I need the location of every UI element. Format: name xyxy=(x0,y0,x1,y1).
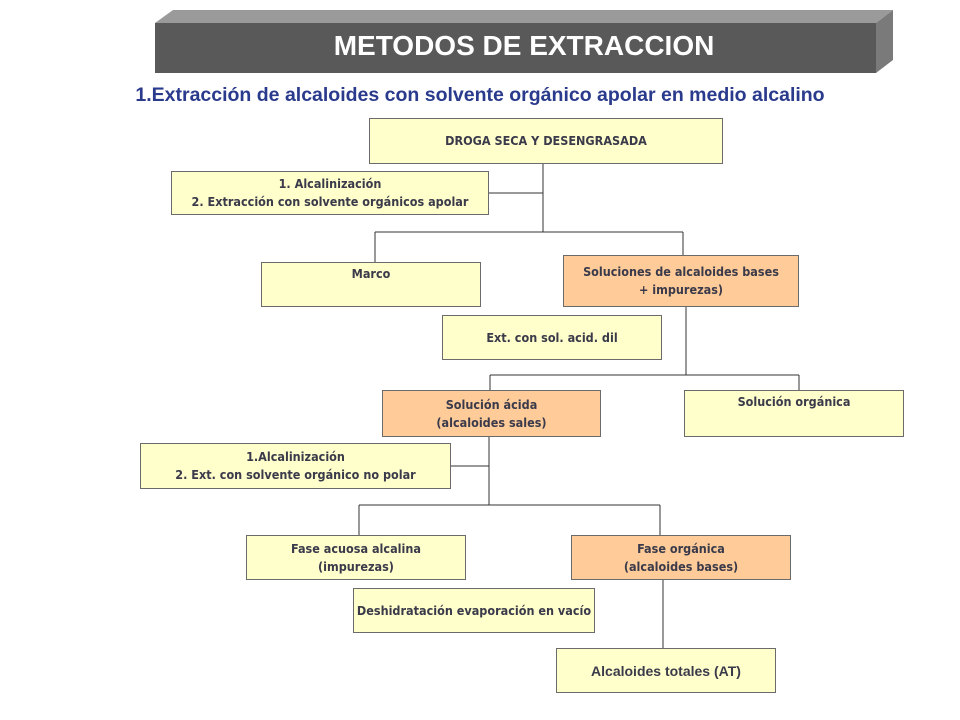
node-soluciones xyxy=(563,255,799,307)
node-fase-organica xyxy=(571,535,791,580)
node-alcaloides-totales-label: Alcaloides totales (AT) xyxy=(591,662,741,679)
node-solucion-acida-line1: Solución ácida xyxy=(445,396,538,412)
subtitle: 1.Extracción de alcaloides con solvente orgánico apolar en medio alcalino xyxy=(135,84,825,106)
node-solucion-organica-label: Solución orgánica xyxy=(737,394,851,409)
node-paso2 xyxy=(140,443,451,489)
node-marco xyxy=(261,262,481,307)
page-title: METODOS DE EXTRACCION xyxy=(333,30,715,61)
node-soluciones-line2: + impurezas) xyxy=(638,282,724,297)
node-droga-label: DROGA SECA Y DESENGRASADA xyxy=(445,133,647,148)
node-paso2-line1: 1.Alcalinización xyxy=(246,449,345,464)
node-fase-organica-line1: Fase orgánica xyxy=(637,540,725,556)
node-paso1-line1: 1. Alcalinización xyxy=(278,176,382,191)
node-paso1 xyxy=(171,171,489,215)
node-fase-acuosa-line1: Fase acuosa alcalina xyxy=(291,540,421,556)
node-solucion-acida-line2: (alcaloides sales) xyxy=(436,414,547,430)
node-marco-label: Marco xyxy=(351,266,391,281)
node-ext-acid xyxy=(442,315,662,360)
node-deshidratacion xyxy=(353,588,595,633)
node-solucion-acida xyxy=(382,390,601,437)
node-fase-acuosa xyxy=(246,535,466,580)
node-paso1-line2: 2. Extracción con solvente orgánicos apolar xyxy=(191,194,469,209)
node-solucion-organica xyxy=(684,390,904,437)
node-paso2-line2: 2. Ext. con solvente orgánico no polar xyxy=(175,467,416,482)
node-ext-acid-label: Ext. con sol. acid. dil xyxy=(486,329,618,345)
node-fase-organica-line2: (alcaloides bases) xyxy=(623,558,739,574)
node-alcaloides-totales xyxy=(556,648,776,693)
node-droga xyxy=(369,118,723,164)
node-deshidratacion-label: Deshidratación evaporación en vacío xyxy=(356,602,592,618)
node-soluciones-line1: Soluciones de alcaloides bases xyxy=(583,264,779,279)
node-fase-acuosa-line2: (impurezas) xyxy=(318,558,394,574)
